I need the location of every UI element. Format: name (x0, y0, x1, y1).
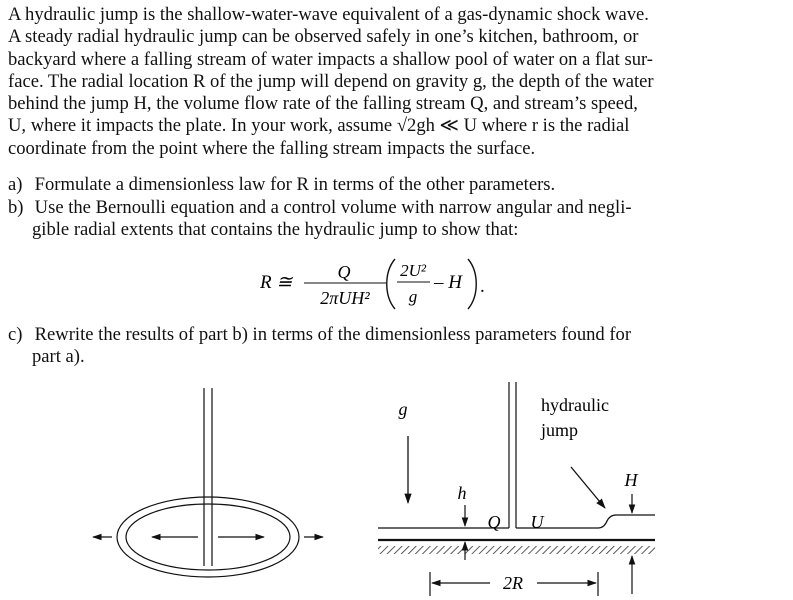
intro-line: backyard where a falling stream of water impacts a shallow pool of water on a flat sur- (8, 48, 653, 70)
side-view-diagram (378, 382, 655, 596)
label-Q: Q (487, 512, 501, 532)
water-surface (378, 515, 655, 528)
intro-line: behind the jump H, the volume flow rate of the falling stream Q, and stream’s speed, (8, 93, 638, 115)
part-c-line1: Rewrite the results of part b) in terms of the dimensionless parameters found for (34, 324, 632, 345)
label-jump: jump (541, 420, 579, 440)
equation-lhs: R ≅ (260, 272, 293, 293)
jump-pointer-arrow (571, 467, 605, 508)
jump-radius-equation (258, 252, 498, 314)
part-c (8, 324, 784, 369)
jump-ring-inner (126, 504, 290, 570)
part-a (8, 174, 784, 196)
label-g: g (398, 399, 408, 419)
label-U: U (530, 512, 544, 532)
part-a-label: a) (8, 174, 23, 195)
label-h: h (457, 483, 467, 503)
part-a-text: Formulate a dimensionless law for R in terms of the other parameters. (34, 174, 556, 195)
equation-frac2-numerator: 2U² (400, 261, 426, 280)
part-b-line1: Use the Bernoulli equation and a control volume with narrow angular and negli- (34, 197, 632, 218)
intro-line: A hydraulic jump is the shallow-water-wave equivalent of a gas-dynamic shock wave. (8, 4, 649, 25)
plate-hatch (378, 546, 655, 554)
left-paren (387, 259, 395, 309)
equation-frac1-numerator: Q (337, 262, 351, 282)
part-c-label: c) (8, 324, 23, 345)
equation-minus-H: – H (434, 272, 462, 293)
equation-frac1-denominator: 2πUH² (320, 288, 370, 308)
top-view-diagram (93, 388, 323, 577)
intro-line: U, where it impacts the plate. In your work, assume √2gh ≪ U where r is the radial (8, 115, 630, 137)
intro-paragraph (8, 4, 784, 160)
equation-period: . (480, 276, 485, 297)
part-c-line2: part a). (32, 346, 85, 368)
jump-ring-outer (117, 497, 299, 577)
part-b-line2: gible radial extents that contains the hydraulic jump to show that: (32, 219, 519, 241)
intro-line: A steady radial hydraulic jump can be observed safely in one’s kitchen, bathroom, or (8, 26, 639, 48)
label-2R: 2R (503, 573, 523, 593)
part-b-label: b) (8, 197, 24, 218)
label-hydraulic: hydraulic (541, 395, 609, 415)
equation-frac2-denominator: g (408, 287, 418, 306)
intro-line: face. The radial location R of the jump will depend on gravity g, the depth of the water (8, 70, 654, 92)
part-b (8, 197, 784, 242)
right-paren (468, 259, 476, 309)
intro-line: coordinate from the point where the falling stream impacts the surface. (8, 137, 536, 159)
label-H: H (624, 470, 638, 490)
